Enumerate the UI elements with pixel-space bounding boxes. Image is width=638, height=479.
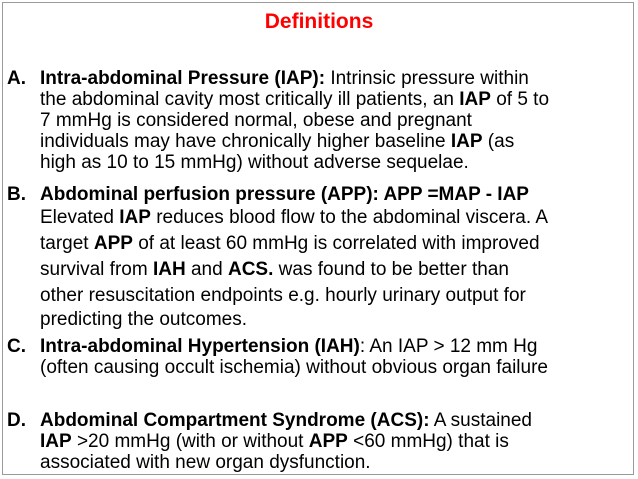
definition-line bbox=[40, 231, 632, 257]
slide-title: Definitions bbox=[264, 10, 374, 33]
definition-b bbox=[7, 184, 632, 330]
bold-term: IAP bbox=[459, 89, 491, 110]
text-run: predicting the outcomes. bbox=[40, 309, 248, 330]
definition-line bbox=[40, 110, 632, 131]
definition-line bbox=[40, 131, 632, 152]
definition-line bbox=[40, 452, 632, 473]
text-run: high as 10 to 15 mmHg) without adverse sequelae. bbox=[40, 152, 469, 173]
bold-term: IAP bbox=[119, 207, 151, 228]
text-run: 7 mmHg is considered normal, obese and pregnant bbox=[40, 110, 472, 131]
definition-a bbox=[7, 68, 632, 173]
text-run: associated with new organ dysfunction. bbox=[40, 452, 371, 473]
bold-term: APP bbox=[93, 233, 133, 254]
text-run: and bbox=[185, 259, 228, 280]
text-run: A sustained bbox=[429, 410, 532, 431]
text-run: other resuscitation endpoints e.g. hourly urinary output for bbox=[40, 285, 526, 306]
definition-letter: C. bbox=[7, 336, 26, 357]
text-run: Intrinsic pressure within bbox=[325, 68, 529, 89]
text-run: survival from bbox=[40, 259, 153, 280]
text-run: was found to be better than bbox=[273, 259, 509, 280]
text-run: >20 mmHg (with or without bbox=[71, 431, 309, 452]
text-run: target bbox=[40, 233, 94, 254]
definition-line bbox=[40, 68, 632, 89]
definition-line bbox=[40, 336, 632, 357]
text-run: of 5 to bbox=[490, 89, 550, 110]
definition-line bbox=[40, 431, 632, 452]
definition-line bbox=[40, 283, 632, 309]
definition-line bbox=[40, 184, 632, 205]
text-run: (often causing occult ischemia) without obvious organ failure bbox=[40, 357, 548, 378]
definition-c bbox=[7, 336, 632, 378]
bold-term: APP bbox=[308, 431, 348, 452]
text-run: the abdominal cavity most critically ill patients, an bbox=[40, 89, 460, 110]
bold-term: Intra-abdominal Pressure (IAP): bbox=[40, 68, 326, 89]
text-run: of at least 60 mmHg is correlated with improved bbox=[132, 233, 540, 254]
definition-line bbox=[40, 410, 632, 431]
text-run: (as bbox=[482, 131, 515, 152]
bold-term: Abdominal perfusion pressure (APP): APP =MAP - IAP bbox=[40, 184, 529, 205]
bold-term: IAH bbox=[152, 259, 186, 280]
bold-term: Abdominal Compartment Syndrome (ACS): bbox=[40, 410, 430, 431]
text-run: individuals may have chronically higher baseline bbox=[40, 131, 451, 152]
bold-term: ACS. bbox=[227, 259, 274, 280]
definition-line bbox=[40, 152, 632, 173]
bold-term: Intra-abdominal Hypertension (IAH) bbox=[40, 336, 360, 357]
definition-d bbox=[7, 410, 632, 473]
text-run: reduces blood flow to the abdominal viscera. A bbox=[150, 207, 549, 228]
definition-line bbox=[40, 205, 632, 231]
definition-line bbox=[40, 357, 632, 378]
definition-line bbox=[40, 89, 632, 110]
definition-line bbox=[40, 257, 632, 283]
definition-letter: A. bbox=[7, 68, 26, 89]
text-run: <60 mmHg) that is bbox=[347, 431, 509, 452]
definition-letter: B. bbox=[7, 184, 26, 205]
bold-term: IAP bbox=[450, 131, 483, 152]
text-run: : An IAP > 12 mm Hg bbox=[359, 336, 538, 357]
definition-letter: D. bbox=[7, 410, 26, 431]
text-run: Elevated bbox=[40, 207, 120, 228]
definition-line bbox=[40, 309, 632, 330]
bold-term: IAP bbox=[40, 431, 72, 452]
